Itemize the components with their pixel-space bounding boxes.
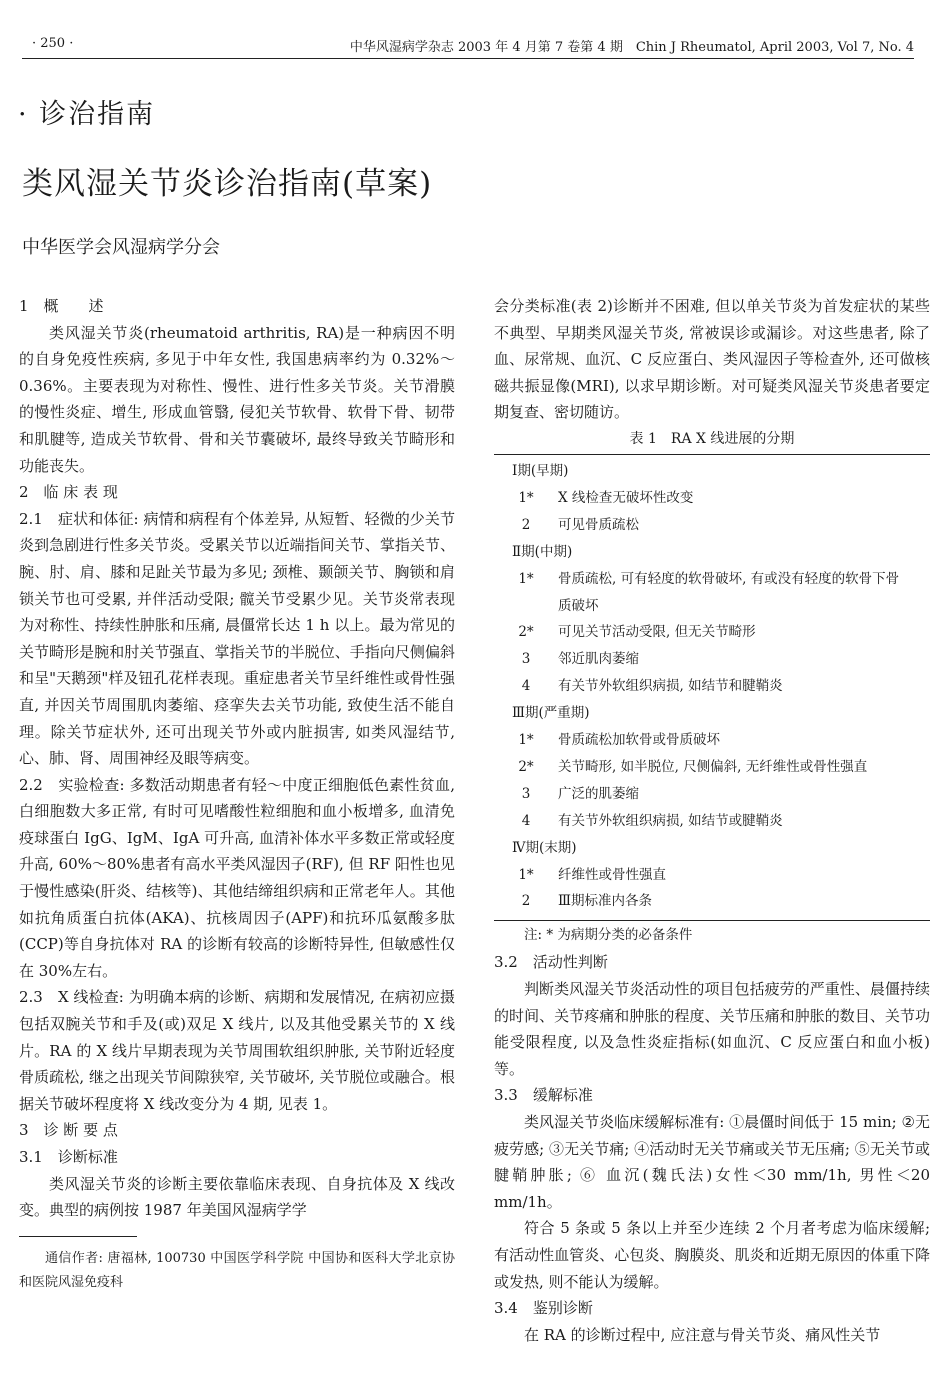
table-cell-number: 3 <box>521 651 531 668</box>
table-row <box>494 673 930 700</box>
corresponding-author-footnote: 通信作者: 唐福林, 100730 中国医学科学院 中国协和医科大学北京协和医院风湿免疫科 <box>19 1250 455 1290</box>
journal-running-head: 中华风湿病学杂志 2003 年 4 月第 7 卷第 4 期 Chin J Rheumatol, April 2003, Vol 7, No. 4 <box>349 40 914 55</box>
subsection-heading: 3.4 鉴别诊断 <box>494 1299 593 1318</box>
table-cell-text: 有关节外软组织病损, 如结节或腱鞘炎 <box>558 812 783 829</box>
table-note: 注: * 为病期分类的必备条件 <box>524 927 693 944</box>
paragraph: 类风湿关节炎临床缓解标准有: ①晨僵时间低于 15 min; ②无疲劳感; ③无关节痛; ④活动时无关节痛或关节无压痛; ⑤无关节或腱鞘肿胀; ⑥ 血沉(魏氏法)女性＜30 mm/1h, 男性＜20 mm/1h。 <box>494 1112 930 1211</box>
page-number: · 250 · <box>32 36 74 51</box>
table-cell-text: 骨质疏松, 可有轻度的软骨破坏, 有或没有轻度的软骨下骨质破坏 <box>558 570 900 614</box>
table-cell-number: 2 <box>521 516 531 533</box>
table-cell-text: 可见骨质疏松 <box>558 516 639 533</box>
table-row <box>494 619 930 646</box>
paragraph: 会分类标准(表 2)诊断并不困难, 但以单关节炎为首发症状的某些不典型、早期类风湿关节炎, 常被误诊或漏诊。对这些患者, 除了血、尿常规、血沉、C 反应蛋白、类风湿因子等检查外, 还可做核磁共振显像(MRI), 以求早期诊断。对可疑类风湿关节炎患者要定期复查、密切随访。 <box>494 297 930 422</box>
table-row <box>494 566 930 620</box>
paragraph: 在 RA 的诊断过程中, 应注意与骨关节炎、痛风性关节 <box>524 1325 881 1344</box>
paragraph: 类风湿关节炎的诊断主要依靠临床表现、自身抗体及 X 线改变。典型的病例按 1987 年美国风湿病学学 <box>19 1174 455 1220</box>
table-row <box>494 754 930 781</box>
section-heading: 1 概 述 <box>19 297 104 315</box>
table-cell-number: 2 <box>521 893 531 910</box>
table-cell-number: 1* <box>518 570 534 587</box>
paragraph: 类风湿关节炎(rheumatoid arthritis, RA)是一种病因不明的自身免疫性疾病, 多见于中年女性, 我国患病率约为 0.32%～0.36%。主要表现为对称性、慢性、进行性多关节炎。关节滑膜的慢性炎症、增生, 形成血管翳, 侵犯关节软骨、软骨下骨、韧带和肌腱等, 造成关节软骨、骨和关节囊破坏, 最终导致关节畸形和功能丧失。 <box>19 323 455 475</box>
table-cell-number: 2* <box>518 624 534 641</box>
table-row <box>494 781 930 808</box>
table-cell-number: 1* <box>518 866 534 883</box>
subsection-heading: 3.2 活动性判断 <box>494 953 608 972</box>
table-cell-text: 邻近肌肉萎缩 <box>558 651 639 668</box>
left-column <box>19 293 455 1295</box>
paragraph: 判断类风湿关节炎活动性的项目包括疲劳的严重性、晨僵持续的时间、关节疼痛和肿胀的程度、关节压痛和肿胀的数目、关节功能受限程度, 以及急性炎症指标(如血沉、C 反应蛋白和血小板)等。 <box>494 979 930 1078</box>
running-header <box>22 36 914 59</box>
section-heading: 3 诊 断 要 点 <box>19 1121 118 1140</box>
article-authors: 中华医学会风湿病学分会 <box>22 237 220 258</box>
table-row <box>494 727 930 754</box>
table-row <box>494 808 930 835</box>
right-column <box>494 293 930 1348</box>
paragraph: 符合 5 条或 5 条以上并至少连续 2 个月者考虑为临床缓解; 有活动性血管炎、心包炎、胸膜炎、肌炎和近期无原因的体重下降或发热, 则不能认为缓解。 <box>494 1219 930 1291</box>
table-cell-number: 2* <box>518 758 534 775</box>
table-title: 表 1 RA X 线进展的分期 <box>629 430 795 447</box>
table-cell-text: 骨质疏松加软骨或骨质破坏 <box>558 732 720 749</box>
table-cell-number: 1* <box>518 732 534 749</box>
subsection-heading: 3.1 诊断标准 <box>19 1148 118 1166</box>
table-cell-number: 1* <box>518 489 534 506</box>
paragraph: 2.2 实验检查: 多数活动期患者有轻～中度正细胞低色素性贫血, 白细胞数大多正常, 有时可见嗜酸性粒细胞和血小板增多, 血清免疫球蛋白 IgG、IgM、IgA 可升高, 血清补体水平多数正常或轻度升高, 60%～80%患者有高水平类风湿因子(RF), 但 RF 阳性也见于慢性感染(肝炎、结核等)、其他结缔组织病和正常老年人。其他如抗角质蛋白抗体(AKA)、抗核周因子(APF)和抗环瓜氨酸多肽(CCP)等自身抗体对 RA 的诊断有较高的诊断特异性, 但敏感性仅在 30%左右。 <box>19 775 455 980</box>
table-cell-text: 关节畸形, 如半脱位, 尺侧偏斜, 无纤维性或骨性强直 <box>558 758 868 775</box>
paragraph: 2.3 X 线检查: 为明确本病的诊断、病期和发展情况, 在病初应摄包括双腕关节和手及(或)双足 X 线片, 以及其他受累关节的 X 线片。RA 的 X 线片早期表现为关节周围软组织肿胀, 关节附近轻度骨质疏松, 继之出现关节间隙狭窄, 关节破坏, 关节脱位或融合。根据关节破坏程度将 X 线改变分为 4 期, 见表 1。 <box>19 988 455 1113</box>
paragraph: 2.1 症状和体征: 病情和病程有个体差异, 从短暂、轻微的少关节炎到急剧进行性多关节炎。受累关节以近端指间关节、掌指关节、腕、肘、肩、膝和足趾关节最为多见; 颈椎、颞颌关节、胸锁和肩锁关节也可受累, 并伴活动受限; 髋关节受累少见。关节炎常表现为对称性、持续性肿胀和压痛, 晨僵常长达 1 h 以上。最为常见的关节畸形是腕和肘关节强直、掌指关节的半脱位、手指向尺侧偏斜和呈"天鹅颈"样及钮孔花样表现。重症患者关节呈纤维性或骨性强直, 并因关节周围肌肉萎缩、痉挛失去关节功能, 致使生活不能自理。除关节症状外, 还可出现关节外或内脏损害, 如类风湿结节, 心、肺、肾、周围神经及眼等病变。 <box>19 509 455 768</box>
table-cell-text: 纤维性或骨性强直 <box>558 866 666 883</box>
table-stage-heading: Ⅱ期(中期) <box>512 543 573 560</box>
staging-table <box>494 454 930 921</box>
table-cell-text: X 线检查无破坏性改变 <box>558 489 694 506</box>
footnote-divider <box>19 1236 137 1237</box>
table-cell-text: Ⅲ期标准内各条 <box>558 893 653 910</box>
table-cell-number: 4 <box>521 678 531 695</box>
table-cell-number: 4 <box>521 812 531 829</box>
table-stage-heading: Ⅲ期(严重期) <box>512 705 590 722</box>
section-label: · 诊治指南 <box>18 99 156 130</box>
table-cell-number: 3 <box>521 785 531 802</box>
section-heading: 2 临 床 表 现 <box>19 483 118 502</box>
table-row <box>494 485 930 512</box>
subsection-heading: 3.3 缓解标准 <box>494 1086 593 1105</box>
table-row <box>494 888 930 915</box>
table-cell-text: 有关节外软组织病损, 如结节和腱鞘炎 <box>558 678 783 695</box>
article-title: 类风湿关节炎诊治指南(草案) <box>22 166 433 202</box>
table-row <box>494 646 930 673</box>
table-cell-text: 可见关节活动受限, 但无关节畸形 <box>558 624 756 641</box>
table-row <box>494 862 930 889</box>
table-cell-text: 广泛的肌萎缩 <box>558 785 639 802</box>
table-row <box>494 512 930 539</box>
table-stage-heading: Ⅰ期(早期) <box>512 462 569 479</box>
table-stage-heading: Ⅳ期(末期) <box>512 839 577 856</box>
